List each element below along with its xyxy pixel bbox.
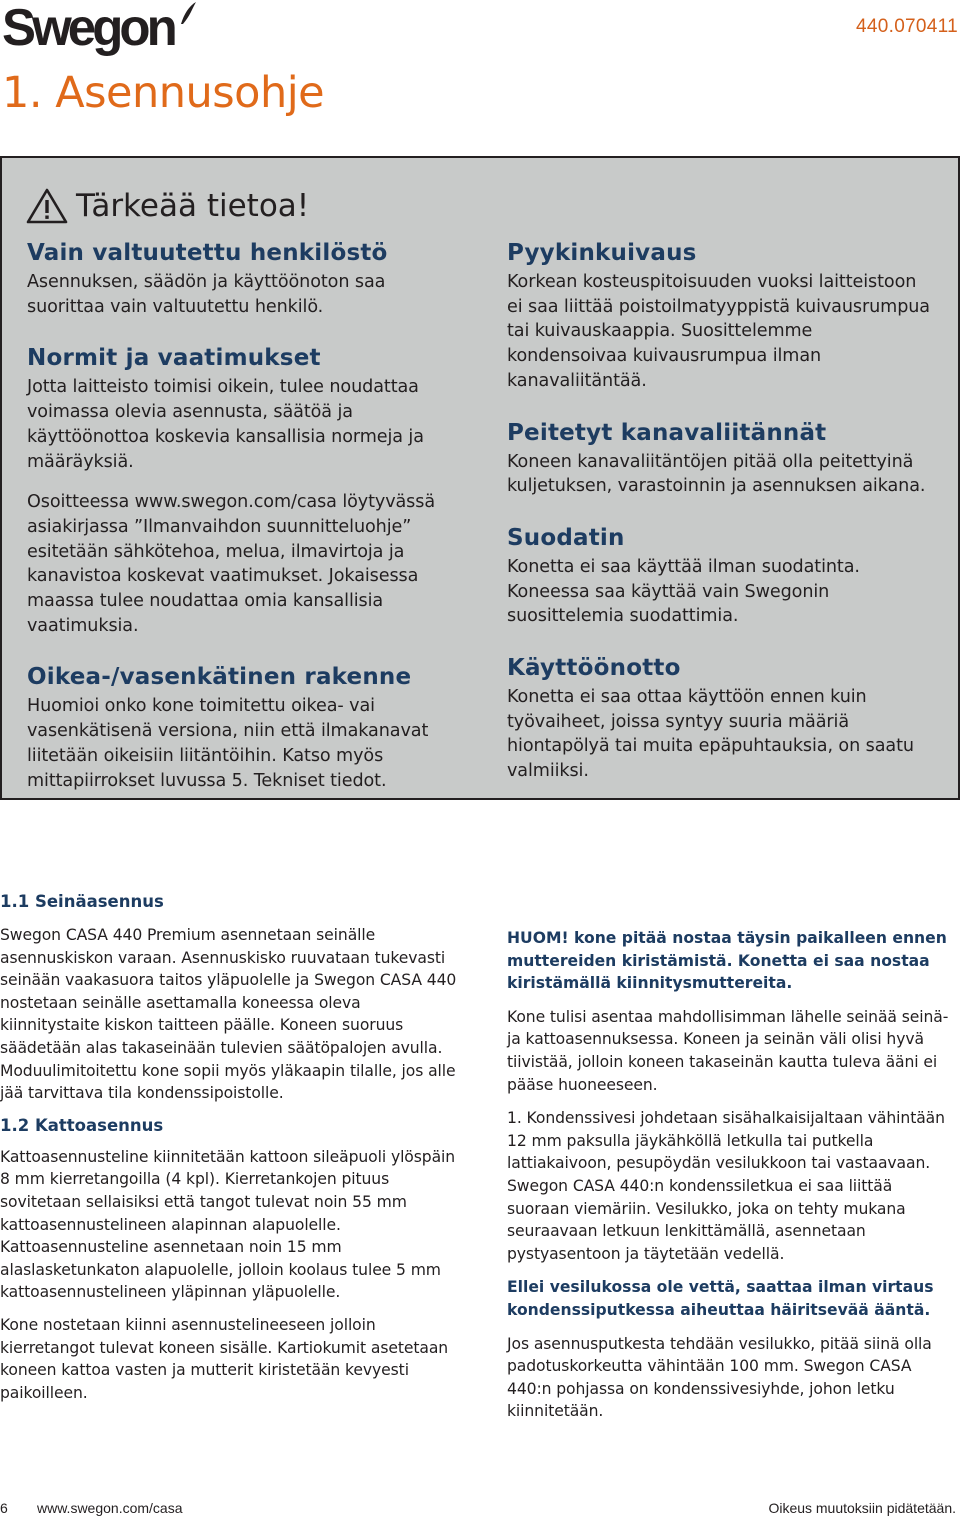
warning-note: HUOM! kone pitää nostaa täysin paikalleen ennen muttereiden kiristämistä. Konetta ei saa nostaa kiristämällä kiinnitysmuttereita. <box>507 929 947 993</box>
section-heading: Vain valtuutettu henkilöstö <box>27 240 388 266</box>
info-box-heading-text: Tärkeää tietoa! <box>76 188 310 224</box>
section-paragraph: Korkean kosteuspitoisuuden vuoksi laitteistoon ei saa liittää poistoilmatyyppistä kuivausrumpua tai kuivauskaappia. Suosittelemme kondensoivaa kuivausrumpua ilman kanavaliitäntää. <box>507 272 930 391</box>
wall-install-paragraph: Swegon CASA 440 Premium asennetaan seinälle asennuskiskon varaan. Asennuskisko ruuvataan tukevasti seinään vaakasuora taitos yläpuolelle ja Swegon CASA 440 nostetaan seinälle asettamalla koneessa oleva kiinnitystaite kiskon taitteen päälle. Koneen suoruus säädetään alas takaseinään tulevien säätöpalojen avulla. Moduulimitoitettu kone sopii myös yläkaapin tilalle, jos alle jää tarvittava tila kondenssipoistolle. <box>0 926 457 1103</box>
section-paragraph: Konetta ei saa käyttää ilman suodatinta. Koneessa saa käyttää vain Swegonin suosittelemia suodattimia. <box>507 556 860 627</box>
swegon-logo <box>2 0 198 56</box>
warning-note: Ellei vesilukossa ole vettä, saattaa ilman virtaus kondenssiputkessa aiheuttaa häiritsevää ääntä. <box>507 1278 934 1319</box>
section-paragraph: Huomioi onko kone toimitettu oikea- vai vasenkätisenä versiona, niin että ilmakanavat liitetään oikeisiin liitäntöihin. Katso myös mittapiirrokset luvussa 5. Tekniset tiedot. <box>27 696 429 791</box>
section-heading: Oikea-/vasenkätinen rakenne <box>27 664 412 691</box>
info-left-column <box>27 236 467 793</box>
info-right-column <box>507 236 937 784</box>
footer-url: www.swegon.com/casa <box>37 1500 183 1516</box>
leaf-icon <box>178 0 198 26</box>
section-heading: Suodatin <box>507 524 625 551</box>
section-paragraph: Jotta laitteisto toimisi oikein, tulee noudattaa voimassa olevia asennusta, säätöä ja käyttöönottoa koskevia kansallisia normeja ja määräyksiä. <box>27 377 424 472</box>
installation-left-column <box>0 890 460 1404</box>
info-box-heading <box>26 188 309 224</box>
subsection-heading-ceiling: 1.2 Kattoasennus <box>0 1115 164 1135</box>
condensate-paragraph: 1. Kondenssivesi johdetaan sisähalkaisijaltaan vähintään 12 mm paksulla jäykähköllä letkulla tai putkella lattiakaivoon, pesupöydän vesilukkoon tai vastaavaan. Swegon CASA 440:n kondenssiletkua ei saa liittää suoraan viemäriin. Vesilukko, joka on tehty mukana seuraavaan letkuun lenkittämällä, asennetaan pystyasentoon ja täytetään vedellä. <box>507 1109 945 1263</box>
paragraph: Jos asennusputkesta tehdään vesilukko, pitää siinä olla padotuskorkeutta vähintään 100 mm. Swegon CASA 440:n pohjassa on kondenssivesiyhde, johon letku kiinnitetään. <box>507 1334 932 1421</box>
page-title: 1. Asennusohje <box>2 68 325 118</box>
section-heading: Käyttöönotto <box>507 655 681 682</box>
page-number: 6 <box>0 1500 8 1516</box>
installation-right-column <box>507 927 957 1423</box>
section-heading: Pyykinkuivaus <box>507 240 697 266</box>
section-paragraph: Koneen kanavaliitäntöjen pitää olla peitettyinä kuljetuksen, varastoinnin ja asennuksen aikana. <box>507 451 926 497</box>
ceiling-install-paragraph: Kattoasennusteline kiinnitetään kattoon sileäpuoli ylöspäin 8 mm kierretangoilla (4 kpl). Kierretankojen pituus sovitetaan sellaisiksi että tangot tulevat noin 55 mm kattoasennustelineen alapinnan alapuolelle. Kattoasennusteline asennetaan noin 15 mm alaslasketunkaton alapuolelle, jolloin koolaus tulee 5 mm kattoasennustelineen yläpinnan yläpuolelle. <box>0 1147 456 1302</box>
warning-icon <box>26 188 68 224</box>
subsection-heading-wall: 1.1 Seinäasennus <box>0 892 164 911</box>
ceiling-install-paragraph: Kone nostetaan kiinni asennustelineeseen jolloin kierretangot tulevat koneen sisälle. Kartiokumit asetetaan koneen kattoa vasten ja mutterit kiristetään kevyesti paikoilleen. <box>0 1315 449 1402</box>
document-number: 440.070411 <box>856 16 958 37</box>
brand-name: Swegon <box>2 0 174 57</box>
section-paragraph: Osoitteessa www.swegon.com/casa löytyvässä asiakirjassa ”Ilmanvaihdon suunnitteluohje” esitetään sähkötehoa, melua, ilmavirtoja ja kanavistoa koskevat vaatimukset. Jokaisessa maassa tulee noudattaa omia kansallisia vaatimuksia. <box>27 492 435 636</box>
section-paragraph: Asennuksen, säädön ja käyttöönoton saa suorittaa vain valtuutettu henkilö. <box>27 272 386 317</box>
section-heading: Normit ja vaatimukset <box>27 345 321 372</box>
footer-note: Oikeus muutoksiin pidätetään. <box>768 1500 956 1516</box>
section-paragraph: Konetta ei saa ottaa käyttöön ennen kuin työvaiheet, joissa syntyy suuria määriä hiontapölyä tai muita epäpuhtauksia, on saatu valmiiksi. <box>507 687 914 782</box>
paragraph: Kone tulisi asentaa mahdollisimman lähelle seinää seinä- ja kattoasennuksessa. Koneen ja seinän väli olisi hyvä tiivistää, jolloin koneen takaseinän kautta tuleva ääni ei pääse huoneeseen. <box>507 1007 949 1094</box>
section-heading: Peitetyt kanavaliitännät <box>507 419 827 446</box>
